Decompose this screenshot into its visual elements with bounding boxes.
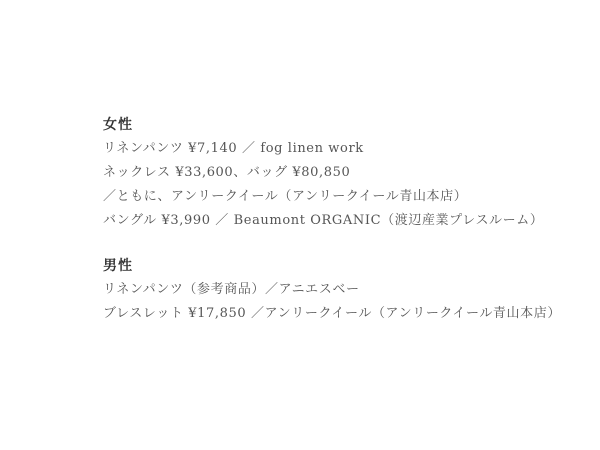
- credit-line-women-3: ／ともに、アンリークイール（アンリークイール青山本店）: [103, 189, 468, 204]
- section-women: [103, 113, 561, 233]
- credit-line-men-1: リネンパンツ（参考商品）／アニエスベー: [103, 282, 360, 297]
- credit-line-men-2: ブレスレット ¥17,850 ／アンリークイール（アンリークイール青山本店）: [103, 306, 561, 321]
- fashion-credits: [103, 113, 561, 326]
- section-heading-men: 男性: [103, 258, 133, 274]
- section-heading-women: 女性: [103, 117, 133, 133]
- credit-line-women-1: リネンパンツ ¥7,140 ／ fog linen work: [103, 141, 364, 156]
- credit-line-women-2: ネックレス ¥33,600、バッグ ¥80,850: [103, 165, 351, 180]
- section-men: [103, 254, 561, 326]
- credit-line-women-4: バングル ¥3,990 ／ Beaumont ORGANIC（渡辺産業プレスルーム）: [103, 213, 544, 228]
